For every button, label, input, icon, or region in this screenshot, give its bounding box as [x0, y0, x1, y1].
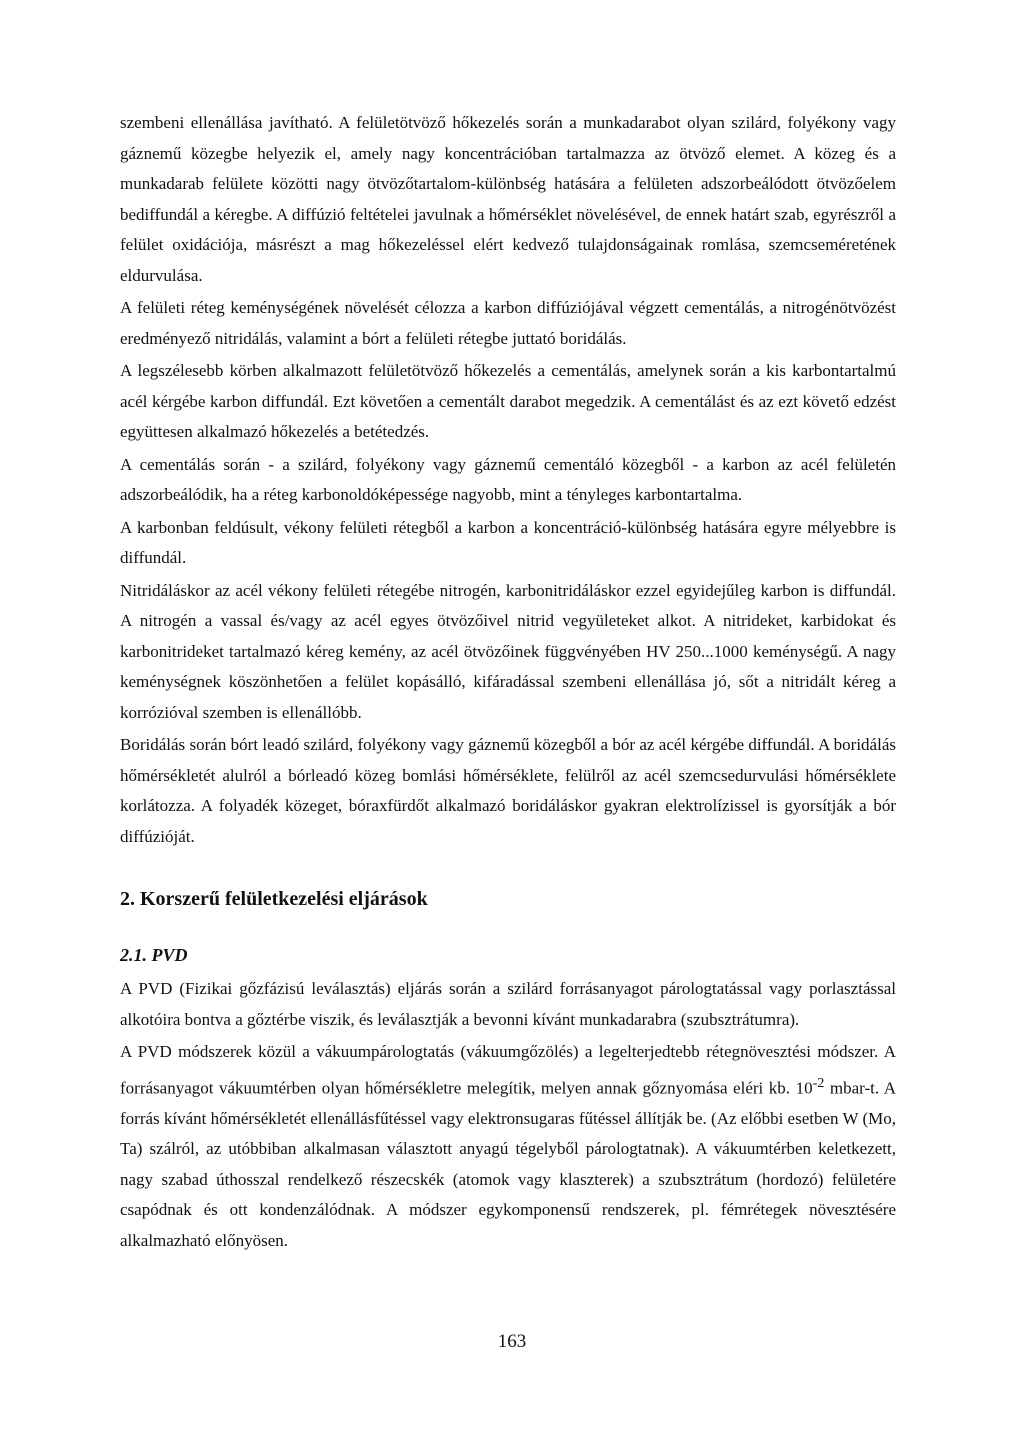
paragraph-carburizing-adsorption: A cementálás során - a szilárd, folyékony vagy gáznemű cementáló közegből - a karbon az acél felületén adszorbeálódik, ha a réteg karbonoldóképessége nagyobb, mint a tényleges karbontartalma.	[120, 454, 896, 504]
paragraph-carbon-diffusion: A karbonban feldúsult, vékony felületi rétegből a karbon a koncentráció-különbség hatására egyre mélyebbre is diffundál.	[120, 517, 896, 567]
paragraph-boriding: Boridálás során bórt leadó szilárd, folyékony vagy gáznemű közegből a bór az acél kérgébe diffundál. A boridálás hőmérsékletét alulról a bórleadó közeg bomlási hőmérséklete, felülről az acél szemcsedurvulási hőmérséklete korlátozza. A folyadék közeget, bóraxfürdőt alkalmazó boridáláskor gyakran elektrolízissel is gyorsítják a bór diffúzióját.	[120, 735, 896, 846]
paragraph-pvd-intro: A PVD (Fizikai gőzfázisú leválasztás) eljárás során a szilárd forrásanyagot párologtatással vagy porlasztással alkotóira bontva a gőztérbe viszik, és leválasztják a bevonni kívánt munkadarabra (szubsztrátumra).	[120, 979, 896, 1029]
paragraph-carburizing: A legszélesebb körben alkalmazott felületötvöző hőkezelés a cementálás, amelynek során a kis karbontartalmú acél kérgébe karbon diffundál. Ezt követően a cementált darabot megedzik. A cementálást és az ezt követő edzést együttesen alkalmazó hőkezelés a betétedzés.	[120, 361, 896, 441]
pvd-text-before-exponent: A PVD módszerek közül a vákuumpárologtatás (vákuumgőzölés) a legelterjedtebb rétegnövesztési módszer. A forrásanyagot vákuumtérben olyan hőmérsékletre melegítik, melyen annak gőznyomása eléri kb. 10	[120, 1042, 896, 1098]
paragraph-pvd-evaporation	[120, 1037, 896, 1256]
section-heading: 2. Korszerű felületkezelési eljárások	[120, 888, 428, 910]
paragraph-layer-hardness: A felületi réteg keménységének növelését célozza a karbon diffúziójával végzett cementálás, a nitrogénötvözést eredményező nitridálás, valamint a bórt a felületi rétegbe juttató boridálás.	[120, 298, 896, 348]
pressure-exponent: -2	[812, 1074, 825, 1091]
page-number: 163	[497, 1331, 527, 1352]
page-content	[120, 108, 896, 1256]
subsection-heading: 2.1. PVD	[120, 945, 188, 965]
paragraph-surface-alloying: szembeni ellenállása javítható. A felületötvöző hőkezelés során a munkadarabot olyan szilárd, folyékony vagy gáznemű közegbe helyezik el, amely nagy koncentrációban tartalmazza az ötvöző elemet. A közeg és a munkadarab felülete közötti nagy ötvözőtartalom-különbség hatására a felületen adszorbeálódott ötvözőelem bediffundál a kéregbe. A diffúzió feltételei javulnak a hőmérséklet növelésével, de ennek határt szab, egyrészről a felület oxidációja, másrészt a mag hőkezeléssel elért kedvező tulajdonságainak romlása, szemcseméretének eldurvulása.	[120, 113, 896, 285]
paragraph-nitriding: Nitridáláskor az acél vékony felületi rétegébe nitrogén, karbonitridáláskor ezzel egyidejűleg karbon is diffundál. A nitrogén a vassal és/vagy az acél egyes ötvözőivel nitrid vegyületeket alkot. A nitrideket, karbidokat és karbonitrideket tartalmazó kéreg kemény, az acél ötvözőinek függvényében HV 250...1000 keménységű. A nagy keménységnek köszönhetően a felület kopásálló, kifáradással szembeni ellenállása jó, sőt a nitridált kéreg a korrózióval szemben is ellenállóbb.	[120, 580, 896, 722]
pvd-text-after-exponent: mbar-t. A forrás kívánt hőmérsékletét ellenállásfűtéssel vagy elektronsugaras fűtéssel állítják be. (Az előbbi esetben W (Mo, Ta) szálról, az utóbbiban alkalmasan választott anyagú tégelyből párologtatnak). A vákuumtérben keletkezett, nagy szabad úthosszal rendelkező részecskék (atomok vagy klaszterek) a szubsztrátum (hordozó) felületére csapódnak és ott kondenzálódnak. A módszer egykomponensű rendszerek, pl. fémrétegek növesztésére alkalmazható előnyösen.	[120, 1078, 896, 1250]
